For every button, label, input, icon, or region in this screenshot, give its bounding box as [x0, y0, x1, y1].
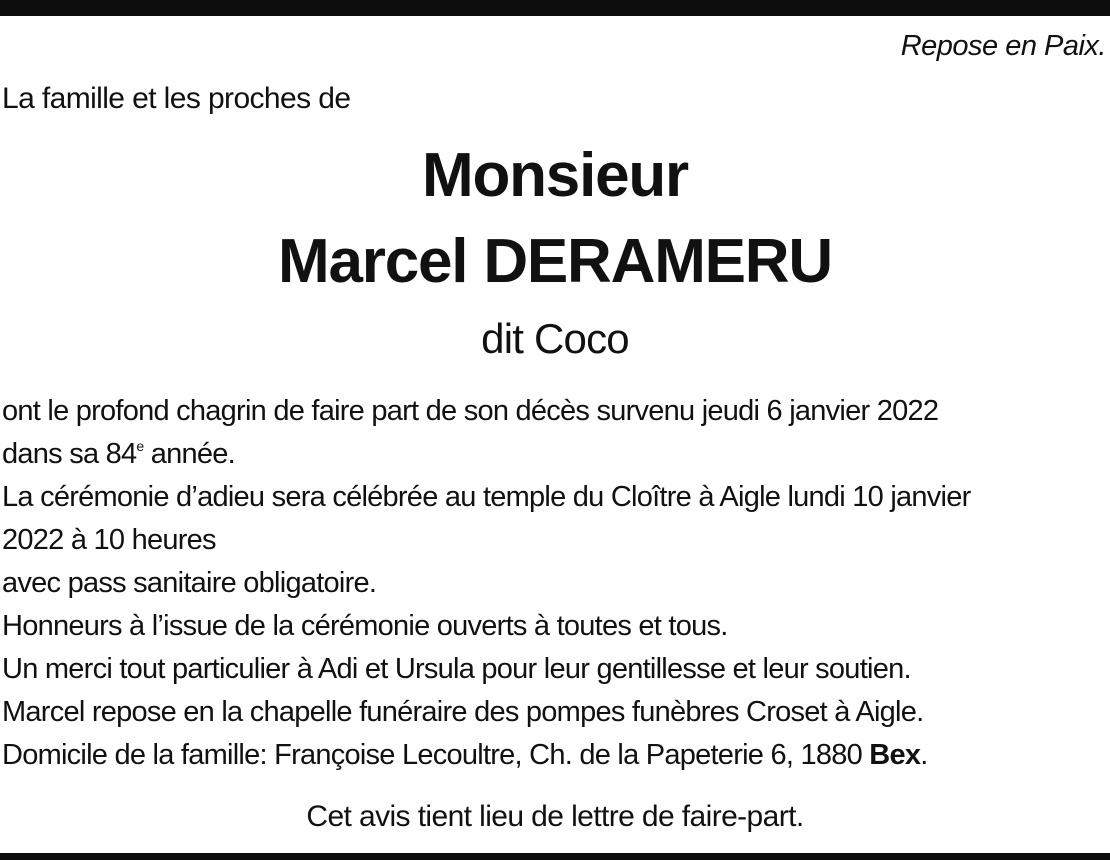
body-line-8: Marcel repose en la chapelle funéraire des pompes funèbres Croset à Aigle. — [2, 696, 924, 728]
deceased-name: Marcel DERAMERU — [278, 227, 832, 296]
ordinal-suffix: e — [136, 438, 144, 454]
body-line-9 — [2, 734, 1108, 777]
body-line-1: ont le profond chagrin de faire part de son décès survenu jeudi 6 janvier 2022 — [2, 395, 939, 427]
top-border-rule — [0, 0, 1110, 16]
footer-note: Cet avis tient lieu de lettre de faire-part. — [306, 800, 804, 833]
intro-line: La famille et les proches de — [2, 82, 351, 115]
address-end: . — [920, 739, 928, 771]
address-text: Domicile de la famille: Françoise Lecoultre, Ch. de la Papeterie 6, 1880 — [2, 739, 870, 771]
town-bold: Bex — [869, 739, 921, 771]
body-line-6: Honneurs à l’issue de la cérémonie ouverts à toutes et tous. — [2, 610, 728, 642]
body-line-2 — [2, 433, 1108, 476]
body-line-4: 2022 à 10 heures — [2, 524, 216, 556]
age-text-end: année. — [143, 438, 235, 470]
body-line-3: La cérémonie d’adieu sera célébrée au temple du Cloître à Aigle lundi 10 janvier — [2, 481, 971, 513]
bottom-border-rule — [0, 853, 1110, 860]
repose-en-paix-text: Repose en Paix. — [900, 30, 1106, 62]
honorific-title: Monsieur — [422, 141, 688, 210]
body-line-5: avec pass sanitaire obligatoire. — [2, 567, 377, 599]
body-line-7: Un merci tout particulier à Adi et Ursula pour leur gentillesse et leur soutien. — [2, 653, 911, 685]
nickname-line: dit Coco — [481, 315, 629, 362]
age-text: dans sa 84 — [2, 438, 137, 470]
notice-body — [2, 390, 1108, 777]
